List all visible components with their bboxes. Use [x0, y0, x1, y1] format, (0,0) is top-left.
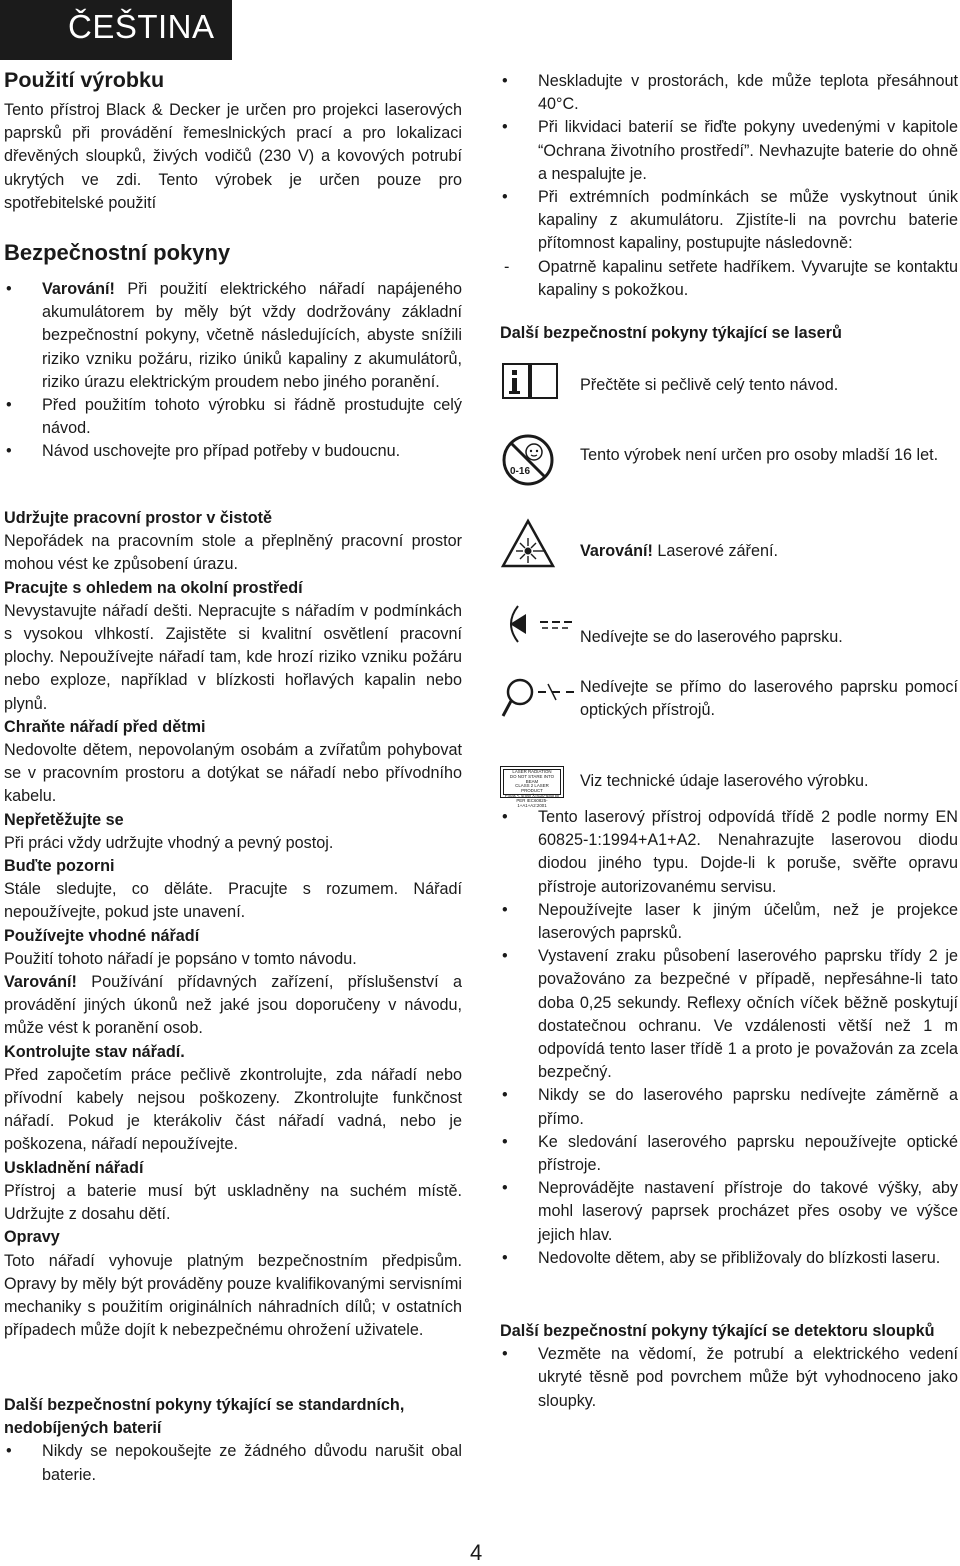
list-item: • Neskladujte v prostorách, kde může teplota přesáhnout 40°C. — [500, 70, 958, 116]
symbol-row-laser-label — [500, 762, 958, 808]
rule-heading: Nepřetěžujte se — [4, 810, 124, 829]
warning-text: Laserové záření. — [652, 542, 778, 560]
general-rules — [4, 507, 462, 1342]
rule-heading: Buďte pozorni — [4, 857, 115, 876]
label-line: DO NOT STARE INTO BEAM — [509, 773, 555, 784]
detector-title: Další bezpečnostní pokyny týkající se detektoru sloupků — [500, 1322, 935, 1340]
rule-text: Stále sledujte, co děláte. Pracujte s rozumem. Nářadí nepoužívejte, pokud jste unavení. — [4, 880, 462, 922]
safety-list — [4, 278, 462, 464]
list-item: • Nikdy se do laserového paprsku nedívejte záměrně a přímo. — [500, 1084, 958, 1130]
laser-class-label — [500, 766, 564, 808]
usage-title: Použití výrobku — [4, 68, 165, 92]
symbol-row-laser-warning — [500, 518, 958, 574]
warning-label: Varování! — [42, 280, 115, 298]
label-line: Pmax < 4mW λ=630-680nm — [504, 792, 560, 798]
symbol-text: Nedívejte se přímo do laserového paprsku pomocí optických přístrojů. — [580, 678, 958, 720]
rule-heading: Udržujte pracovní prostor v čistotě — [4, 509, 273, 527]
rule-text: Použití tohoto nářadí je popsáno v tomto návodu. — [4, 949, 357, 968]
laser-list — [500, 806, 958, 1270]
rule-text: Přístroj a baterie musí být uskladněny na suchém místě. Udržujte z dosahu dětí. — [4, 1181, 462, 1224]
no-children-icon — [500, 432, 556, 493]
laser-title: Další bezpečnostní pokyny týkající se laserů — [500, 324, 842, 342]
rule-heading: Opravy — [4, 1228, 60, 1247]
safety-section — [4, 240, 462, 464]
warning-text: Používání přídavných zařízení, příslušenství a provádění jiných úkonů než jaké jsou doporučeny v návodu, může vést k poranění osob. — [4, 973, 462, 1038]
list-item: • Návod uschovejte pro případ potřeby v budoucnu. — [4, 440, 462, 463]
rule-text: Před započetím práce pečlivě zkontrolujte, zda nářadí nebo přívodní kabely nejsou poškozeny. Zkontrolujte funkčnost nářadí. Pokud je kterákoliv část nářadí vadná, nebo je poškozena, nářadí nepoužívejte. — [4, 1065, 462, 1154]
list-item: • Před použitím tohoto výrobku si řádně prostudujte celý návod. — [4, 394, 462, 440]
rule-text: Nedovolte dětem, nepovolaným osobám a zvířatům pohybovat se v pracovním prostoru a dotýkat se nářadí nebo přívodního kabelu. — [4, 741, 462, 806]
safety-title: Bezpečnostní pokyny — [4, 240, 231, 265]
battery-continued — [500, 70, 958, 302]
list-item: • Nepoužívejte laser k jiným účelům, než je projekce laserových paprsků. — [500, 899, 958, 945]
label-line: CLASS 2 LASER PRODUCT — [515, 783, 549, 794]
language-tab — [0, 0, 232, 60]
symbol-row-read-manual — [500, 360, 958, 410]
rule-text: Při práci vždy udržujte vhodný a pevný postoj. — [4, 833, 334, 852]
rule-heading: Chraňte nářadí před dětmi — [4, 717, 206, 736]
warning-label: Varování! — [4, 973, 77, 992]
battery-list-continued — [500, 70, 958, 256]
language-label: ČEŠTINA — [68, 8, 215, 45]
list-item: • Nikdy se nepokoušejte ze žádného důvodu narušit obal baterie. — [4, 1440, 462, 1486]
list-item: • Vystavení zraku působení laserového paprsku třídy 2 je považováno za bezpečné v případě, nepřesáhne-li tato doba 0,25 sekundy. Reflexy očních víček běžně poskytují dostatečnou ochranu. Ve vzdálenosti větší než 1 m odpovídá tento laser třídě 1 a proto je považován za zcela bezpečný. — [500, 945, 958, 1084]
symbol-text: Tento výrobek není určen pro osoby mladší 16 let. — [580, 446, 939, 464]
warning-text: Při použití elektrického nářadí napájeného akumulátorem by měly být vždy dodržovány základní bezpečnostní pokyny, včetně následujících, abyste snížili riziko vzniku požáru, riziko úniků kapaliny z akumulátorů, riziko úrazu elektrickým proudem nebo jiného poranění. — [42, 280, 462, 391]
rule-text: Nevystavujte nářadí dešti. Nepracujte s nářadím v podmínkách s vysokou vlhkostí. Zajistěte si kvalitní osvětlení pracovní plochy. Nepoužívejte nářadí tam, kde hrozí riziko vzniku požáru nebo exploze, například v blízkosti hořlavých kapalin nebo plynů. — [4, 601, 462, 713]
rule-text: Nepořádek na pracovním stole a přeplněný pracovní prostor mohou vést ke způsobení úrazu. — [4, 532, 462, 574]
detector-section — [500, 1320, 958, 1413]
page-number: 4 — [470, 1540, 483, 1565]
rule-text: Toto nářadí vyhovuje platným bezpečnostním předpisům. Opravy by měly být prováděny pouze kvalifikovanými servisními mechaniky s použitím originálních náhradních dílů; v ostatních případech může dojít k nebezpečnému ohrožení uživatele. — [4, 1251, 462, 1340]
eye-beam-icon — [500, 602, 576, 651]
list-item: - Opatrně kapalinu setřete hadříkem. Vyvarujte se kontaktu kapaliny s pokožkou. — [500, 256, 958, 302]
label-line: PER IEC60825-1+A1+A2:2001 — [516, 797, 548, 808]
symbol-row-no-stare — [500, 602, 958, 652]
usage-section — [4, 68, 462, 215]
age-limit-label: 0-16 — [510, 466, 531, 477]
laser-rules — [500, 806, 958, 1270]
rule-heading: Uskladnění nářadí — [4, 1158, 144, 1177]
rule-heading: Kontrolujte stav nářadí. — [4, 1042, 185, 1061]
warning-label: Varování! — [580, 542, 653, 560]
symbol-row-age-limit — [500, 432, 958, 492]
read-manual-icon — [500, 360, 560, 407]
list-item: • Při extrémních podmínkách se může vyskytnout únik kapaliny z akumulátoru. Zjistíte-li na povrchu baterie přítomnost kapaliny, postupujte následovně: — [500, 186, 958, 256]
symbol-text: Viz technické údaje laserového výrobku. — [580, 772, 869, 790]
usage-text: Tento přístroj Black & Decker je určen pro projekci laserových paprsků při provádění řemeslnických prací a pro lokalizaci dřevěných sloupků, živých vodičů (230 V) a kovových potrubí ukrytých ve zdi. Tento výrobek je určen pouze pro spotřebitelské použití — [4, 101, 462, 212]
symbol-text — [580, 540, 958, 563]
symbol-row-no-optics — [500, 672, 958, 728]
battery-section — [4, 1394, 462, 1487]
label-line: LASER RADIATION — [512, 769, 552, 774]
symbol-text: Přečtěte si pečlivě celý tento návod. — [580, 376, 839, 394]
rule-heading: Pracujte s ohledem na okolní prostředí — [4, 578, 303, 597]
battery-dash-list — [500, 256, 958, 302]
rule-heading: Používejte vhodné nářadí — [4, 926, 200, 945]
magnifier-beam-icon — [500, 672, 576, 727]
list-item: • Tento laserový přístroj odpovídá třídě 2 podle normy EN 60825-1:1994+A1+A2. Nenahrazujte laserovou diodu diodou jiného typu. Dojde-li k poruše, svěřte opravu přístroje autorizovanému servisu. — [500, 806, 958, 899]
list-item: • Nedovolte dětem, aby se přibližovaly do blízkosti laseru. — [500, 1247, 958, 1270]
symbol-text: Nedívejte se do laserového paprsku. — [580, 628, 843, 646]
detector-list — [500, 1343, 958, 1413]
laser-radiation-icon — [500, 518, 556, 575]
list-item: • Vezměte na vědomí, že potrubí a elektrického vedení ukryté těsně pod povrchem může být vyhodnoceno jako sloupky. — [500, 1343, 958, 1413]
battery-list — [4, 1440, 462, 1486]
list-item: • Při likvidaci baterií se řiďte pokyny uvedenými v kapitole “Ochrana životního prostředí”. Nevhazujte baterie do ohně a nespalujte je. — [500, 116, 958, 186]
list-item — [4, 278, 462, 394]
list-item: • Ke sledování laserového paprsku nepoužívejte optické přístroje. — [500, 1131, 958, 1177]
rule-warning — [4, 971, 462, 1041]
battery-title: Další bezpečnostní pokyny týkající se standardních, nedobíjených baterií — [4, 1396, 405, 1438]
list-item: • Neprovádějte nastavení přístroje do takové výšky, aby mohl laserový paprsek procházet přes osoby ve výšce jejich hlav. — [500, 1177, 958, 1247]
